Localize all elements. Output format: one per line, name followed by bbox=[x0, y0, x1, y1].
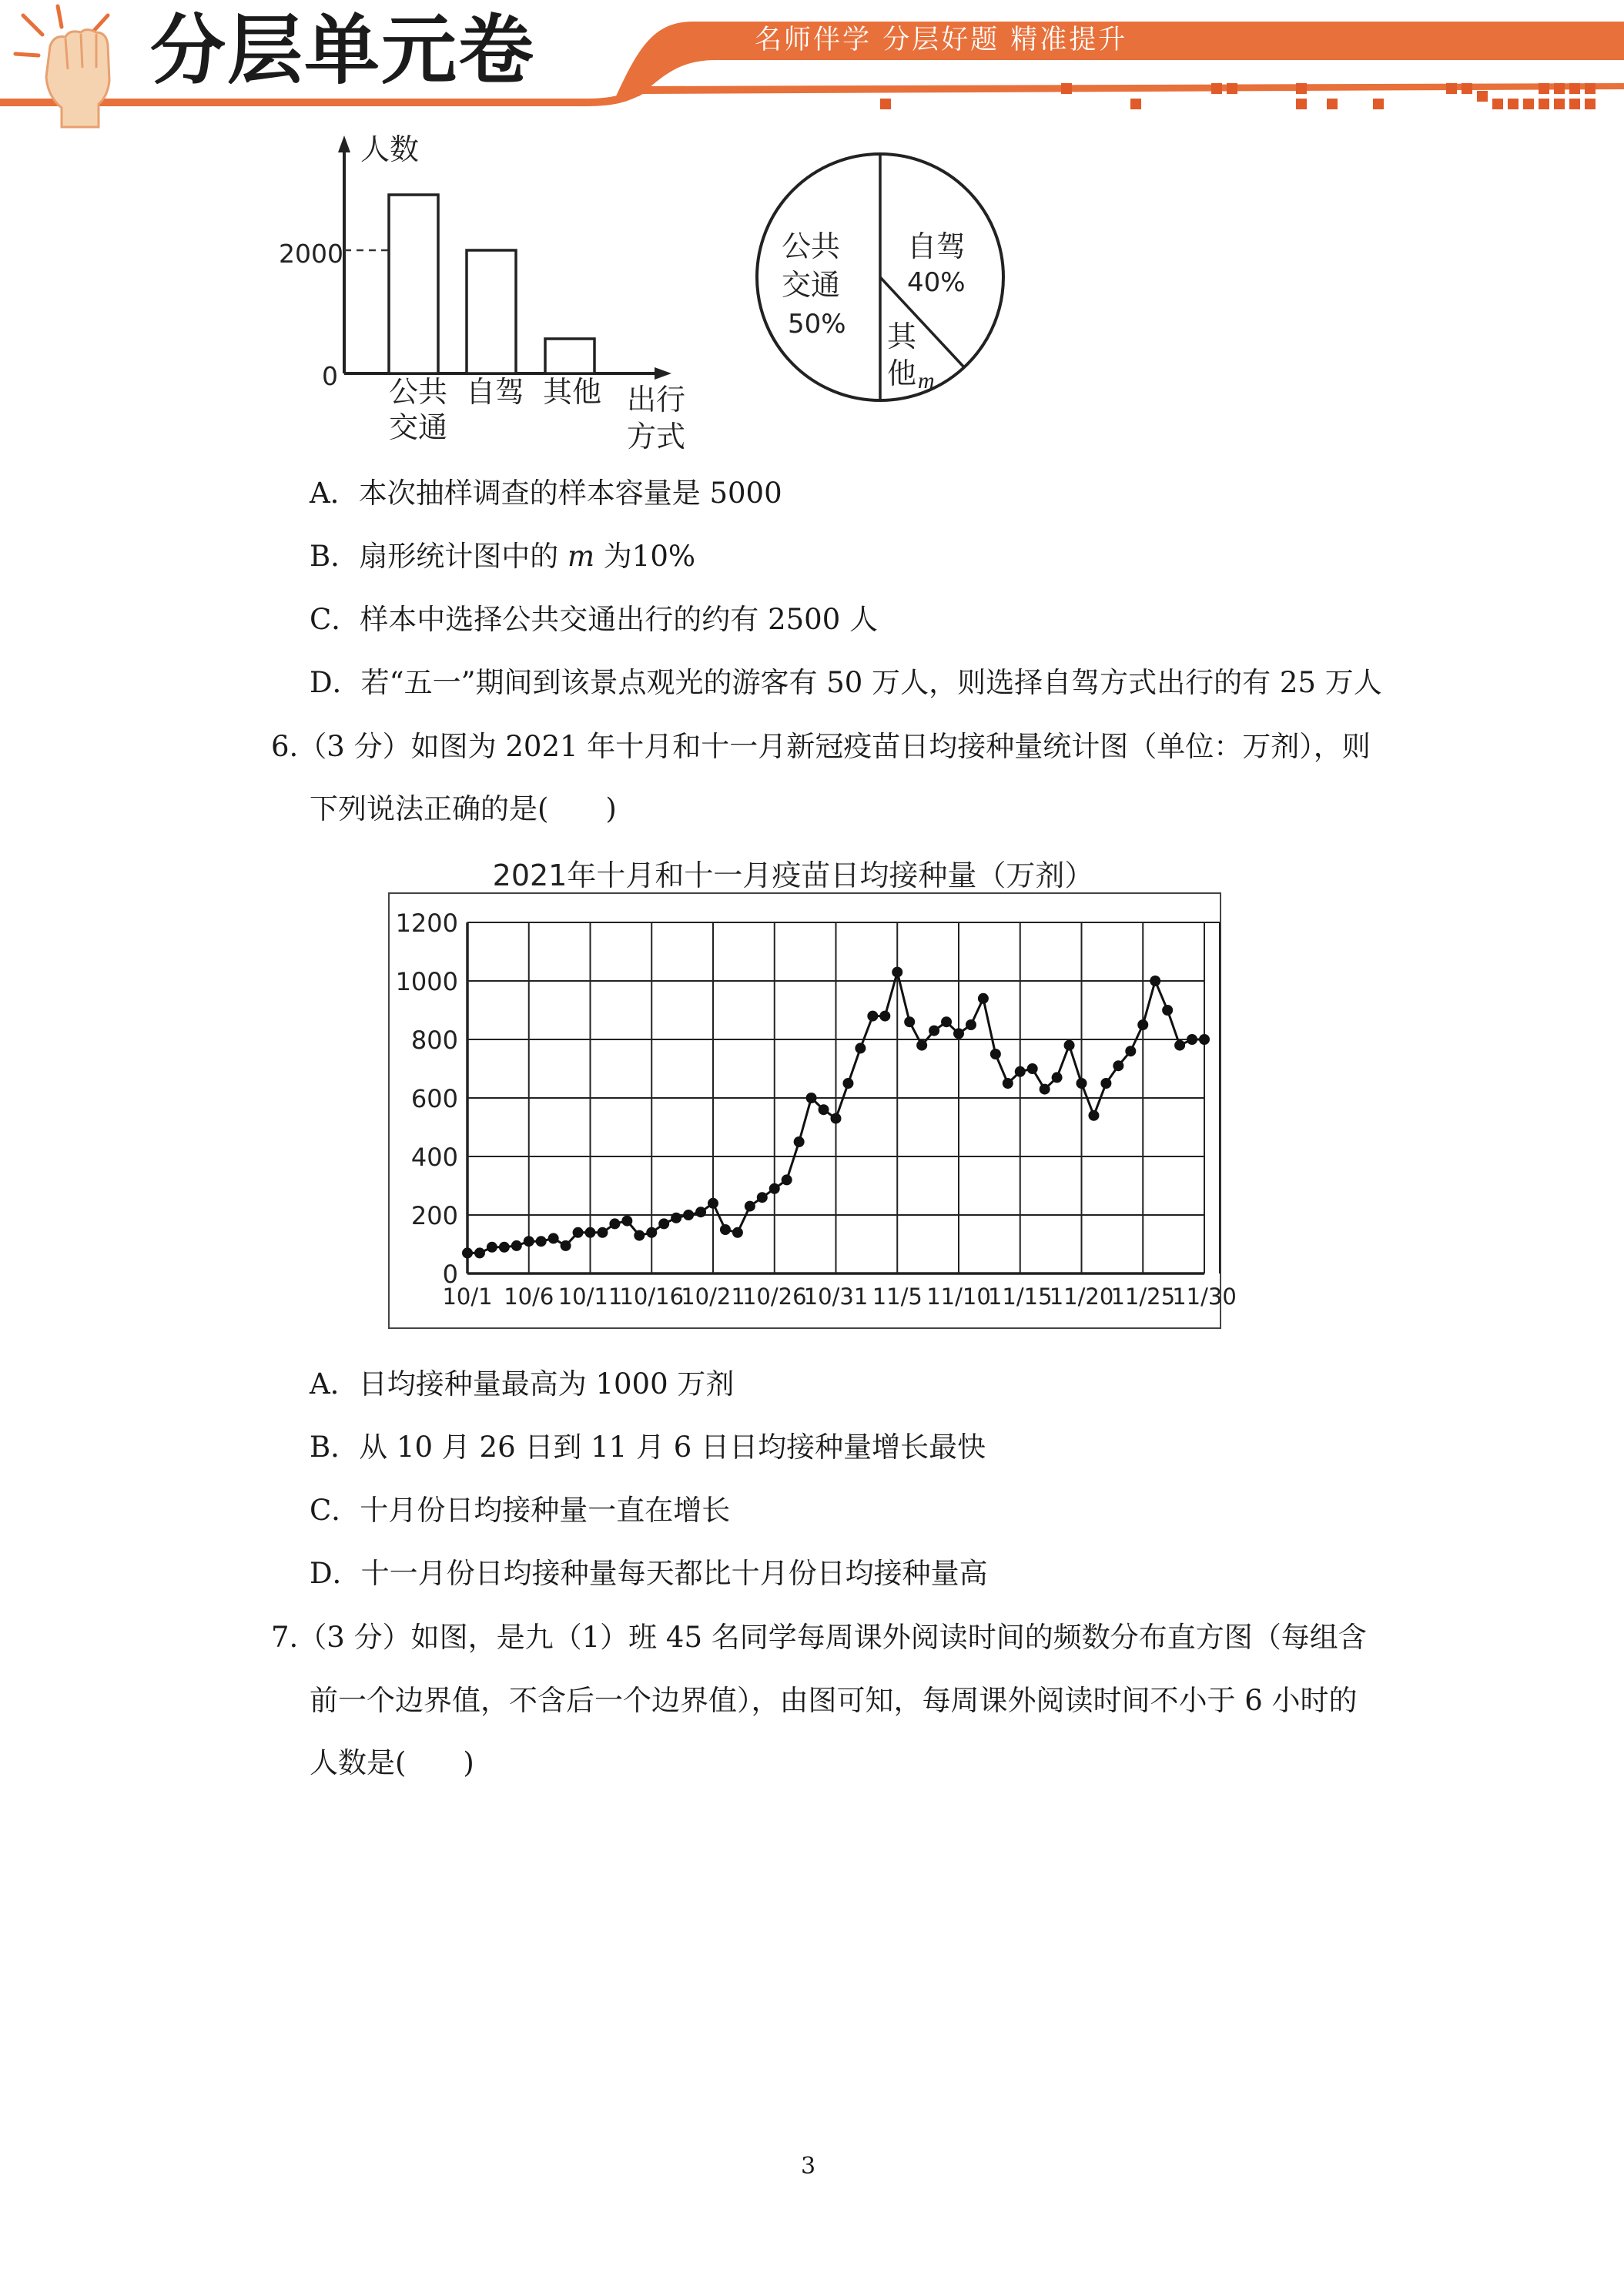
q6-option-a: A．日均接种量最高为 1000 万剂 bbox=[310, 1367, 735, 1401]
brand-title: 分层单元卷 bbox=[150, 7, 536, 95]
data-point bbox=[769, 1183, 780, 1194]
data-point bbox=[621, 1216, 632, 1227]
pie-label-drive-pct: 40% bbox=[907, 267, 966, 298]
data-point bbox=[1162, 1005, 1173, 1016]
q5-option-b-text: B．扇形统计图中的 bbox=[310, 540, 568, 573]
q6-stem-line2: 下列说法正确的是( ) bbox=[310, 792, 617, 825]
data-point bbox=[524, 1236, 534, 1247]
data-point bbox=[1150, 976, 1160, 986]
data-point bbox=[904, 1016, 915, 1027]
x-tick-label: 11/20 bbox=[1049, 1284, 1114, 1310]
data-point bbox=[1100, 1078, 1111, 1089]
y-tick-label: 0 bbox=[442, 1260, 458, 1289]
q6-option-c: C．十月份日均接种量一直在增长 bbox=[310, 1494, 731, 1527]
data-point bbox=[916, 1040, 927, 1051]
q6-option-b: B．从 10 月 26 日到 11 月 6 日日均接种量增长最快 bbox=[310, 1431, 986, 1464]
vaccine-line-chart bbox=[377, 851, 1240, 1336]
x-tick-label: 11/15 bbox=[987, 1284, 1053, 1310]
pie-label-public-pct: 50% bbox=[788, 309, 846, 340]
bar-other bbox=[545, 339, 594, 373]
data-point bbox=[1015, 1066, 1026, 1077]
y-tick-label: 400 bbox=[410, 1143, 458, 1172]
data-point bbox=[561, 1240, 571, 1251]
y-tick-2000: 2000 bbox=[279, 239, 343, 269]
data-point bbox=[1052, 1072, 1063, 1083]
origin-label: 0 bbox=[322, 361, 338, 391]
q5-option-a bbox=[310, 475, 782, 512]
x-axis-arrow-icon bbox=[655, 367, 671, 380]
data-point bbox=[1064, 1040, 1075, 1051]
data-point bbox=[487, 1242, 497, 1253]
chart-title: 2021年十月和十一月疫苗日均接种量（万剂） bbox=[492, 858, 1094, 892]
category-label-drive: 自驾 bbox=[466, 375, 525, 409]
data-point bbox=[978, 993, 989, 1004]
data-point bbox=[474, 1247, 485, 1258]
y-axis-label: 人数 bbox=[360, 132, 420, 166]
data-point bbox=[720, 1224, 731, 1235]
data-point bbox=[1077, 1078, 1087, 1089]
q5-option-b-var: m bbox=[567, 540, 595, 573]
q6-stem-line1: 6.（3 分）如图为 2021 年十月和十一月新冠疫苗日均接种量统计图（单位：万剂），则 bbox=[271, 730, 1371, 763]
y-tick-label: 1200 bbox=[395, 909, 458, 938]
data-point bbox=[953, 1028, 964, 1039]
x-tick-label: 10/31 bbox=[803, 1284, 869, 1310]
x-tick-label: 11/25 bbox=[1110, 1284, 1176, 1310]
data-point bbox=[732, 1227, 743, 1238]
x-tick-label: 10/26 bbox=[742, 1284, 807, 1310]
y-tick-label: 200 bbox=[410, 1201, 458, 1230]
data-point bbox=[1088, 1110, 1099, 1121]
data-point bbox=[745, 1201, 755, 1212]
pie-label-other-var: m bbox=[918, 368, 935, 393]
data-point bbox=[609, 1218, 620, 1229]
q7-stem-line2: 前一个边界值，不含后一个边界值），由图可知，每周课外阅读时间不小于 6 小时的 bbox=[310, 1684, 1358, 1717]
q6-option-d: D．十一月份日均接种量每天都比十月份日均接种量高 bbox=[310, 1557, 988, 1590]
data-point bbox=[462, 1247, 473, 1258]
y-tick-label: 600 bbox=[410, 1084, 458, 1113]
data-point bbox=[573, 1227, 584, 1238]
y-axis-arrow-icon bbox=[338, 136, 350, 152]
data-point bbox=[855, 1043, 866, 1053]
fist-logo-icon bbox=[8, 0, 139, 131]
x-tick-label: 10/21 bbox=[681, 1284, 745, 1310]
category-label-public-2: 交通 bbox=[389, 410, 448, 444]
x-tick-label: 11/30 bbox=[1172, 1284, 1237, 1310]
pie-chart-figure bbox=[747, 146, 1016, 416]
data-point bbox=[511, 1240, 522, 1251]
data-point bbox=[597, 1227, 608, 1238]
x-tick-label: 11/5 bbox=[872, 1284, 922, 1310]
data-point bbox=[1174, 1040, 1185, 1051]
x-tick-label: 10/16 bbox=[619, 1284, 685, 1310]
data-point bbox=[585, 1227, 596, 1238]
bar-self-drive bbox=[467, 250, 516, 373]
data-point bbox=[819, 1104, 829, 1115]
x-axis-label-2: 方式 bbox=[627, 420, 686, 454]
data-point bbox=[1187, 1034, 1197, 1045]
data-point bbox=[1027, 1063, 1038, 1074]
data-point bbox=[929, 1026, 939, 1036]
data-point bbox=[892, 967, 902, 978]
data-point bbox=[1040, 1084, 1050, 1095]
data-point bbox=[646, 1227, 657, 1238]
data-point bbox=[499, 1242, 510, 1253]
q5-option-c-text: C．样本中选择公共交通出行的约有 2500 人 bbox=[310, 603, 878, 636]
y-tick-label: 1000 bbox=[395, 967, 458, 996]
y-tick-label: 800 bbox=[410, 1026, 458, 1055]
data-point bbox=[1137, 1019, 1148, 1030]
data-point bbox=[695, 1207, 706, 1217]
data-point bbox=[879, 1011, 890, 1022]
pie-label-public-1: 公共 bbox=[782, 229, 841, 263]
data-point bbox=[548, 1233, 559, 1243]
data-point bbox=[794, 1136, 805, 1147]
data-point bbox=[671, 1213, 681, 1223]
page-header bbox=[0, 0, 1624, 131]
data-point bbox=[867, 1011, 878, 1022]
x-tick-label: 10/6 bbox=[504, 1284, 554, 1310]
data-point bbox=[634, 1230, 645, 1241]
q5-option-c bbox=[310, 601, 878, 638]
bar-chart-figure bbox=[262, 123, 693, 462]
q5-option-b bbox=[310, 538, 695, 575]
pie-label-other-1: 其 bbox=[887, 320, 917, 353]
category-label-public-1: 公共 bbox=[389, 375, 448, 409]
x-tick-label: 10/11 bbox=[558, 1284, 623, 1310]
bar-public-transport bbox=[389, 195, 438, 373]
pie-label-drive: 自驾 bbox=[907, 229, 966, 263]
data-point bbox=[1113, 1060, 1123, 1071]
data-point bbox=[536, 1236, 547, 1247]
q5-option-d-text: D．若“五一”期间到该景点观光的游客有 50 万人，则选择自驾方式出行的有 25 万人 bbox=[310, 666, 1382, 699]
data-point bbox=[842, 1078, 853, 1089]
q7-stem-line1: 7.（3 分）如图，是九（1）班 45 名同学每周课外阅读时间的频数分布直方图（每组含 bbox=[271, 1621, 1367, 1654]
pie-label-other-2: 他 bbox=[887, 356, 917, 390]
x-tick-labels bbox=[442, 1284, 1236, 1310]
x-tick-label: 11/10 bbox=[926, 1284, 991, 1310]
data-point bbox=[782, 1174, 792, 1185]
data-point bbox=[941, 1016, 952, 1027]
data-point bbox=[806, 1093, 817, 1103]
x-tick-label: 10/1 bbox=[442, 1284, 493, 1310]
data-point bbox=[708, 1198, 718, 1209]
q7-stem-line3: 人数是( ) bbox=[310, 1746, 474, 1779]
pie-label-public-2: 交通 bbox=[782, 268, 841, 302]
data-point bbox=[683, 1210, 694, 1220]
x-axis-label-1: 出行 bbox=[627, 383, 686, 417]
q5-option-b-text-post: 为10% bbox=[594, 540, 696, 573]
data-point bbox=[757, 1192, 768, 1203]
header-slogan: 名师伴学 分层好题 精准提升 bbox=[755, 25, 1128, 55]
data-point bbox=[1199, 1034, 1210, 1045]
page-number: 3 bbox=[801, 2153, 816, 2180]
data-point bbox=[1125, 1046, 1136, 1056]
q5-option-d bbox=[310, 664, 1382, 701]
category-label-other: 其他 bbox=[543, 375, 602, 409]
data-point bbox=[990, 1049, 1001, 1059]
data-point bbox=[966, 1019, 976, 1030]
q5-option-a-text: A．本次抽样调查的样本容量是 5000 bbox=[310, 477, 782, 510]
data-point bbox=[1003, 1078, 1013, 1089]
data-point bbox=[831, 1113, 842, 1124]
data-point bbox=[658, 1218, 669, 1229]
